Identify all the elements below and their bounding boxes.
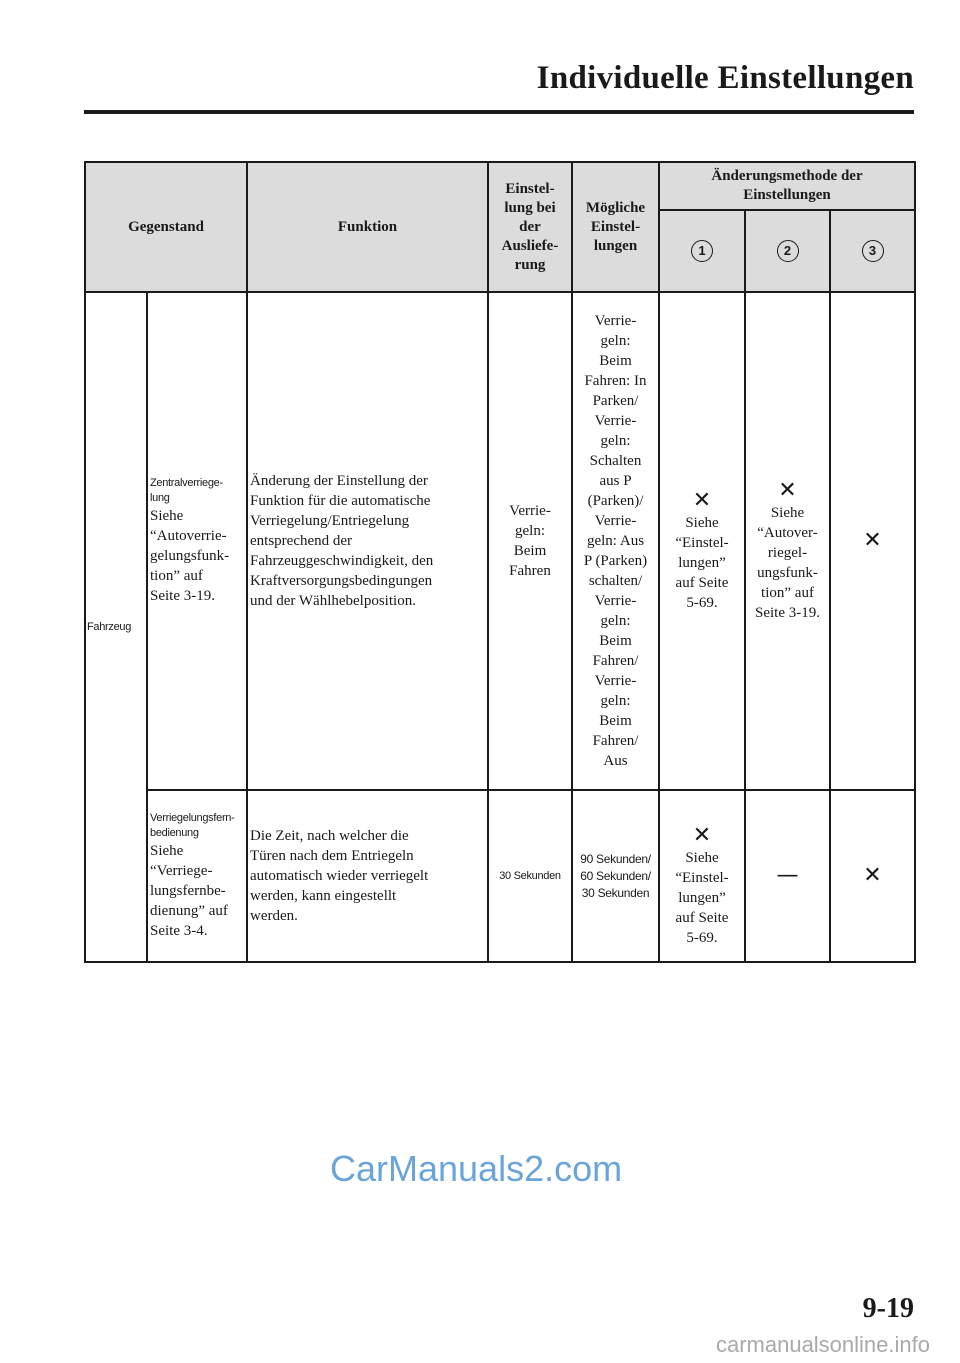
table-row <box>85 292 915 790</box>
function-cell: Änderung der Einstellung der Funktion für die automatische Verriegelung/Entriegelung entsprechend der Fahrzeuggeschwindigkeit, den Kraftversorgungsbedingungen und der Wählhebelposition. <box>247 292 488 790</box>
item-reference: Siehe “Autoverrie- gelungsfunk- tion” auf Seite 3-19. <box>150 508 230 604</box>
dash-icon: — <box>776 863 799 888</box>
method-2-cell <box>745 790 830 962</box>
page-number: 9-19 <box>862 1293 914 1324</box>
method-3-number: 3 <box>862 240 884 262</box>
header-method-3 <box>830 210 915 292</box>
item-small-label: Zentralverriege- lung <box>150 477 223 504</box>
method-3-cell <box>830 790 915 962</box>
settings-table <box>84 161 916 963</box>
group-cell <box>85 292 147 962</box>
page-title: Individuelle Einstellungen <box>536 60 914 96</box>
header-method-1 <box>659 210 745 292</box>
default-cell: 30 Sekunden <box>488 790 572 962</box>
method-1-number: 1 <box>691 240 713 262</box>
title-rule <box>84 110 914 114</box>
group-label: Fahrzeug <box>87 620 132 633</box>
function-cell: Die Zeit, nach welcher die Türen nach dem Entriegeln automatisch wieder verriegelt werden, kann eingestellt werden. <box>247 790 488 962</box>
method-2-number: 2 <box>777 240 799 262</box>
method-2-cell: ✕ Siehe “Autover- riegel- ungsfunk- tion” auf Seite 3-19. <box>745 292 830 790</box>
header-method-2 <box>745 210 830 292</box>
method-1-cell: ✕ Siehe “Einstel- lungen” auf Seite 5-69. <box>659 292 745 790</box>
item-cell <box>147 292 247 790</box>
watermark-logo: CarManuals2.com <box>330 1148 623 1189</box>
method-1-cell: ✕ Siehe “Einstel- lungen” auf Seite 5-69. <box>659 790 745 962</box>
header-moegliche-einstellungen: Mögliche Einstel- lungen <box>572 162 659 292</box>
item-reference: Siehe “Verriege- lungsfernbe- dienung” auf Seite 3-4. <box>150 843 228 939</box>
cross-icon: ✕ <box>863 863 882 888</box>
cross-icon: ✕ <box>778 478 797 503</box>
options-cell: Verrie- geln: Beim Fahren: In Parken/ Verrie- geln: Schalten aus P (Parken)/ Verrie- geln: Aus P (Parken) schalten/ Verrie- geln: Beim Fahren/ Verrie- geln: Beim Fahren/ Aus <box>572 292 659 790</box>
header-aenderungsmethode: Änderungsmethode der Einstellungen <box>659 162 915 210</box>
header-einstellung-auslieferung: Einstel- lung bei der Ausliefe- rung <box>488 162 572 292</box>
table-row <box>85 790 915 962</box>
method-3-cell <box>830 292 915 790</box>
item-cell <box>147 790 247 962</box>
header-funktion: Funktion <box>247 162 488 292</box>
options-cell: 90 Sekunden/ 60 Sekunden/ 30 Sekunden <box>572 790 659 962</box>
header-gegenstand: Gegenstand <box>85 162 247 292</box>
cross-icon: ✕ <box>692 488 712 513</box>
item-small-label: Verriegelungsfern- bedienung <box>150 812 235 839</box>
cross-icon: ✕ <box>863 528 882 553</box>
cross-icon: ✕ <box>692 823 712 848</box>
footer-link[interactable]: carmanualsonline.info <box>715 1332 930 1357</box>
default-cell: Verrie- geln: Beim Fahren <box>488 292 572 790</box>
